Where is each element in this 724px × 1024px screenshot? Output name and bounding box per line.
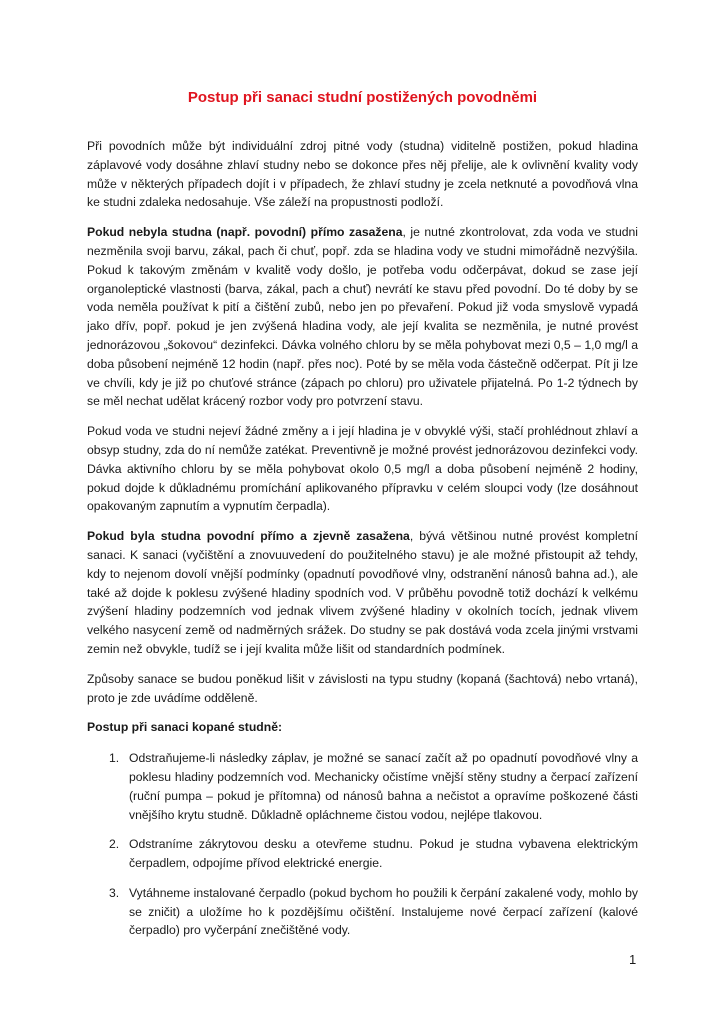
list-item-text: Vytáhneme instalované čerpadlo (pokud bychom ho použili k čerpání zakalené vody, mohlo by se zničit) a uložíme ho k pozdějšímu očištění. Instalujeme nové čerpací zařízení (kalové čerpadlo) pro vyčerpání znečištěné vody.	[129, 885, 638, 938]
section-heading: Postup při sanaci kopané studně:	[87, 720, 283, 735]
paragraph-text: , je nutné zkontrolovat, zda voda ve studni nezměnila svoji barvu, zákal, pach či chuť, popř. zda se hladina vody ve studni mimořádně nezvýšila. Pokud k takovým změnám v kvalitě vody došlo, je potřeba vodu odčerpávat, dokud se zase její organoleptické vlastnosti (barva, zákal, pach a chuť) nevrátí ke stavu před povodní. Do té doby by se voda neměla používat k pití a čištění zubů, nebo jen po převaření. Pokud již voda smyslově vypadá jako dřív, popř. pokud je jen zvýšená hladina vody, ale její kvalita se nezměnila, je nutné provést jednorázovou „šokovou“ dezinfekci. Dávka volného chloru by se měla pohybovat mezi 0,5 – 1,0 mg/l a doba působení nejméně 12 hodin (např. přes noc). Poté by se měla voda částečně odčerpat. Pít ji lze ve chvíli, kdy je již po chuťové stránce (zápach po chloru) pro uživatele přijatelná. Po 1-2 týdnech by se měl nechat udělat krácený rozbor vody pro potvrzení stavu.	[87, 225, 638, 409]
paragraph-intro	[87, 137, 638, 212]
paragraph-bold-lead: Pokud byla studna povodní přímo a zjevně zasažena	[87, 529, 410, 544]
list-item	[87, 835, 638, 873]
document-body	[87, 137, 638, 951]
list-item-text: Odstraníme zákrytovou desku a otevřeme studnu. Pokud je studna vybavena elektrickým čerpadlem, odpojíme přívod elektrické energie.	[129, 837, 638, 871]
steps-list	[87, 749, 638, 940]
paragraph-text: Pokud voda ve studni nejeví žádné změny a i její hladina je v obvyklé výši, stačí prohlédnout zhlaví a obsyp studny, zda do ní nemůže zatékat. Preventivně je možné provést jednorázovou dezinfekci vody. Dávka aktivního chloru by se měla pohybovat okolo 0,5 mg/l a doba působení nejméně 2 hodiny, pokud dojde k důkladnému promíchání aplikovaného přípravku v celém sloupci vody (lze dosáhnout opakovaným zapnutím a vypnutím čerpadla).	[87, 424, 638, 514]
paragraph-text: Způsoby sanace se budou poněkud lišit v závislosti na typu studny (kopaná (šachtová) nebo vrtaná), proto je zde uvádíme odděleně.	[87, 671, 638, 705]
list-item-number: 1.	[109, 751, 120, 766]
list-item	[87, 884, 638, 940]
paragraph-text: , bývá většinou nutné provést kompletní sanaci. K sanaci (vyčištění a znovuuvedení do použitelného stavu) je ale možné přistoupit až tehdy, kdy to nejenom dovolí vnější podmínky (opadnutí povodňové vlny, odstranění nánosů bahna ad.), ale také až dojde k poklesu zvýšené hladiny spodních vod. V průběhu povodně totiž dochází k velkému zvýšení hladiny podzemních vod jednak vlivem zvýšené hladiny v okolních tocích, jednak vlivem velkého nasycení země od nadměrných srážek. Do studny se pak dostává voda zcela jinými vrstvami zemin než obvykle, tudíž se i její kvalita může lišit od standardních podmínek.	[87, 529, 638, 656]
document-title: Postup při sanaci studní postižených povodněmi	[187, 89, 538, 106]
list-item	[87, 749, 638, 824]
paragraph-no-change	[87, 422, 638, 516]
list-item-text: Odstraňujeme-li následky záplav, je možné se sanací začít až po opadnutí povodňové vlny a poklesu hladiny podzemních vod. Mechanicky očistíme vnější stěny studny a čerpací zařízení (ruční pumpa – pokud je přítomna) od nánosů bahna a nečistot a opravíme poškozené části vnějšího krytu studně. Důkladně opláchneme čistou vodou, nejlépe tlakovou.	[129, 751, 638, 822]
paragraph-text: Při povodních může být individuální zdroj pitné vody (studna) viditelně postižen, pokud hladina záplavové vody dosáhne zhlaví studny nebo se dokonce přes něj přelije, ale k ovlivnění kvality vody může v některých případech dojít i v případech, že zhlaví studny je zcela netknuté a povodňová vlna ke studni zdaleka nedosahuje. Vše záleží na propustnosti podloží.	[87, 139, 638, 210]
paragraph-flooded	[87, 527, 638, 659]
list-item-number: 2.	[109, 837, 120, 852]
paragraph-not-flooded	[87, 223, 638, 411]
page-number: 1	[629, 952, 637, 967]
list-item-number: 3.	[109, 885, 120, 900]
paragraph-methods	[87, 670, 638, 708]
paragraph-bold-lead: Pokud nebyla studna (např. povodní) přímo zasažena	[87, 225, 403, 240]
